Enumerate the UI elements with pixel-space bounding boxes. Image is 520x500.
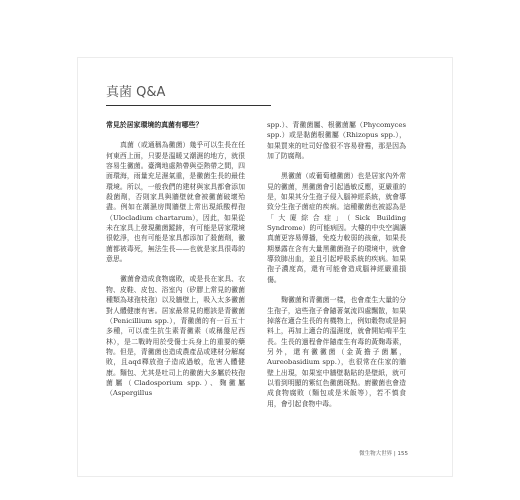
paragraph: spp.）、青黴菌屬、根黴菌屬（Phycomyces spp.）或是黏菌根黴屬（Rhizopus spp.），如果買來的吐司好像很不容易發霉，那是因為加了防腐劑。	[267, 121, 406, 161]
paragraph: 麴黴菌和青黴菌一樣，也會產生大量的分生孢子，這些孢子會隨著氣流四處飄散，如果掉落在適合生長的有機物上，例如穀物或是飼料上，再加上適合的溫濕度，就會開始啃平生長。生長的過程會伴隨產生有毒的黃麴毒素，另外，還有黴黴菌（金黃擔子菌屬，Aureobasidium spp.），也很常在住家的牆壁上出現，如果室中牆壁黏貼的是壁紙，就可以看到明顯的紫紅色黴菌斑點。廚黴菌也會造成食物腐敗（麵包或是米飯等），若不慎食用，會引起食物中毒。	[267, 296, 406, 408]
section-title: 真菌 Q&A	[106, 81, 271, 106]
question-heading: 常見於居家環境的真菌有哪些？	[106, 121, 203, 129]
left-column	[106, 120, 245, 399]
paragraph: 黑黴菌（或葡萄穗黴菌）也是居家內外常見的黴菌，黑黴菌會引起過敏反應，更嚴重的是，如果其分生孢子侵入腦神經系統，就會導致分生孢子菌症的疾病。這種黴菌也被認為是「大廈綜合症」（Sick Building Syndrome）的可能病因。大樓的中央空調讓真菌更容易傳播，免疫力較弱的孩童，如果長期暴露在含有大量黑黴菌孢子的環境中，就會導致肺出血，並且引起呼吸系統的疾病。如果孢子濃度高，還有可能會造成腦神經嚴重損傷。	[267, 172, 406, 284]
paragraph: 真菌（或通稱為黴菌）幾乎可以生長在任何東西上面，只要是溫暖又潮濕的地方，就很容易生黴菌。臺灣地處熱帶與亞熱帶之間，四面環海，雨量充足濕氣重，是黴菌生長的最佳環境。所以，一般我們的建材與家具都會添加殺菌劑，否則家具與牆壁就會被黴菌破壞殆盡。例如在潮濕房間牆壁上常出現紙酸桿孢（Ulocladium chartarum），因此，如果從未在家具上發現黴菌蹤跡，有可能是居家環境很乾淨，也有可能是家具都添加了殺菌劑，黴菌都被毒死，無法生長——也就是家具很毒的意思。	[106, 141, 245, 264]
paragraph: 黴菌會造成食物腐敗，或是長在家具、衣物、皮鞋、皮包、浴室內（矽膠上常見的黴菌種類為球孢枝孢）以及牆壁上，吸入太多黴菌對人體健康有害。居家最常見的應該是青黴菌（Penicillium spp.），青黴菌的有一百五十多種，可以產生抗生素青黴素（或稱盤尼西林），是二戰時用於受傷士兵身上的重要的藥物。但是，青黴菌也造成農產品或建材分解腐敗，且aqd釋放孢子造成過敏，危害人體健康。麵包、尤其是吐司上的黴菌大多屬於枝孢菌屬（Cladosporium spp.）、麴黴屬（Aspergillus	[106, 275, 245, 398]
right-column	[267, 120, 406, 409]
page-footer: 微生物大世界 | 155	[359, 451, 408, 457]
